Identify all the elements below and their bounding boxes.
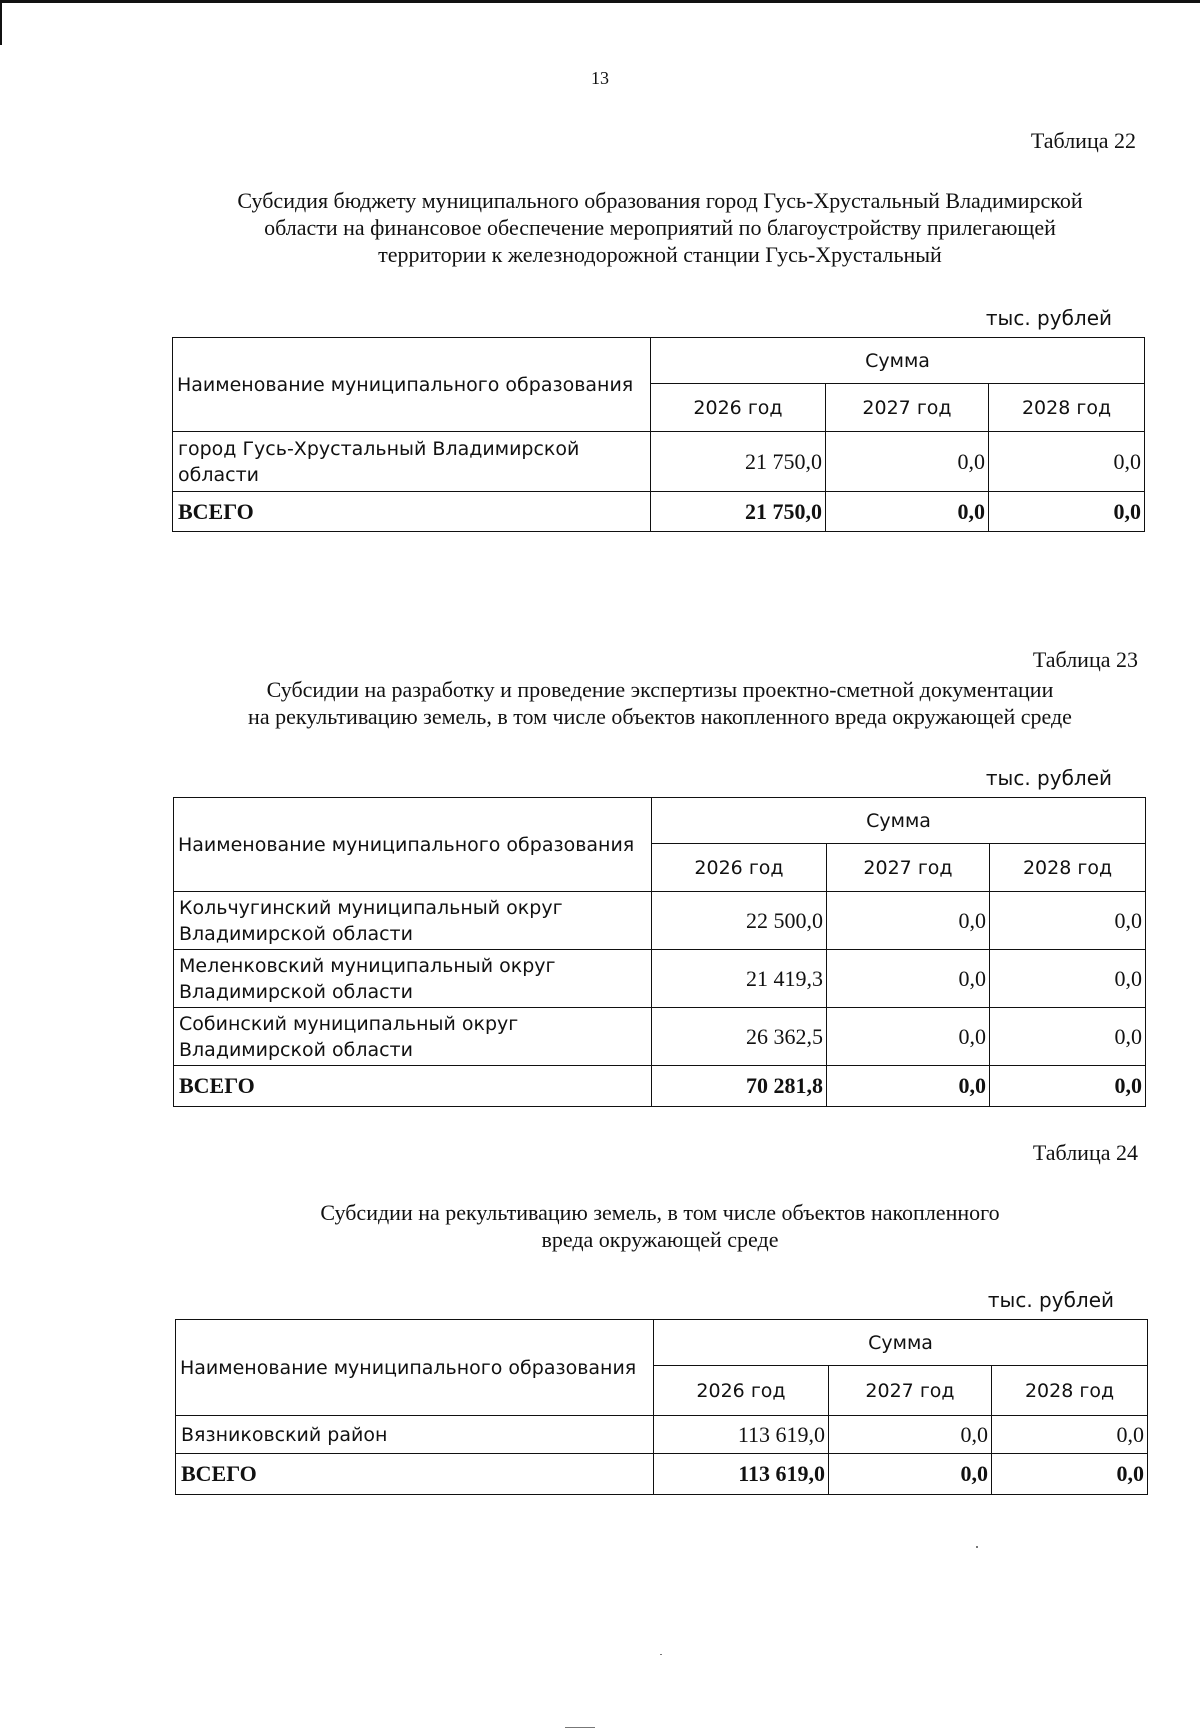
header-name-cell: Наименование муниципального образования bbox=[174, 798, 652, 892]
row-name bbox=[173, 432, 651, 492]
table-24 bbox=[175, 1319, 1148, 1495]
row-value-2027: 0,0 bbox=[827, 1008, 990, 1066]
total-row bbox=[176, 1454, 1148, 1495]
table-header-row bbox=[173, 338, 1145, 384]
row-value-2026: 113 619,0 bbox=[654, 1416, 829, 1454]
page-left-edge bbox=[0, 0, 2, 45]
caption-line: вреда окружающей среде bbox=[541, 1227, 779, 1252]
caption-line: Субсидия бюджету муниципального образования город Гусь-Хрустальный Владимирской bbox=[237, 188, 1083, 213]
row-value-2028: 0,0 bbox=[990, 892, 1146, 950]
row-value-2026: 21 750,0 bbox=[651, 432, 826, 492]
table-23-label: Таблица 23 bbox=[1032, 647, 1138, 672]
row-value-2026: 22 500,0 bbox=[652, 892, 827, 950]
total-label: ВСЕГО bbox=[174, 1066, 652, 1107]
table-row bbox=[174, 950, 1146, 1008]
header-year-2026: 2026 год bbox=[651, 384, 826, 432]
header-year-2028: 2028 год bbox=[990, 844, 1146, 892]
table-row bbox=[174, 1008, 1146, 1066]
header-name-cell: Наименование муниципального образования bbox=[173, 338, 651, 432]
row-value-2027: 0,0 bbox=[826, 432, 989, 492]
table-row bbox=[173, 432, 1145, 492]
caption-line: Субсидии на рекультивацию земель, в том числе объектов накопленного bbox=[320, 1200, 1000, 1225]
header-year-2028: 2028 год bbox=[989, 384, 1145, 432]
total-value-2027: 0,0 bbox=[829, 1454, 992, 1495]
row-value-2028: 0,0 bbox=[992, 1416, 1148, 1454]
total-value-2026: 21 750,0 bbox=[651, 492, 826, 532]
header-sum-cell: Сумма bbox=[652, 798, 1146, 844]
header-year-2026: 2026 год bbox=[652, 844, 827, 892]
table-22 bbox=[172, 337, 1145, 532]
row-name bbox=[174, 1008, 652, 1066]
row-name-line: Владимирской области bbox=[179, 980, 413, 1003]
table-23-caption bbox=[120, 676, 1200, 730]
header-year-2028: 2028 год bbox=[992, 1366, 1148, 1416]
header-year-2027: 2027 год bbox=[829, 1366, 992, 1416]
total-row bbox=[174, 1066, 1146, 1107]
total-row bbox=[173, 492, 1145, 532]
scan-speck bbox=[660, 1654, 662, 1655]
total-label: ВСЕГО bbox=[173, 492, 651, 532]
row-name-line: Владимирской области bbox=[179, 1038, 413, 1061]
row-name-line: области bbox=[178, 463, 259, 486]
caption-line: на рекультивацию земель, в том числе объектов накопленного вреда окружающей среде bbox=[248, 704, 1072, 729]
row-value-2027: 0,0 bbox=[829, 1416, 992, 1454]
caption-line: территории к железнодорожной станции Гусь-Хрустальный bbox=[378, 242, 942, 267]
row-value-2027: 0,0 bbox=[827, 892, 990, 950]
row-name-line: Кольчугинский муниципальный округ bbox=[179, 896, 563, 919]
table-24-units: тыс. рублей bbox=[987, 1288, 1114, 1312]
table-24-label: Таблица 24 bbox=[1032, 1140, 1138, 1165]
caption-line: области на финансовое обеспечение мероприятий по благоустройству прилегающей bbox=[264, 215, 1056, 240]
row-value-2028: 0,0 bbox=[990, 1008, 1146, 1066]
total-label: ВСЕГО bbox=[176, 1454, 654, 1495]
table-header-row bbox=[174, 798, 1146, 844]
header-sum-cell: Сумма bbox=[654, 1320, 1148, 1366]
page-top-edge bbox=[0, 0, 1200, 3]
header-year-2026: 2026 год bbox=[654, 1366, 829, 1416]
table-row bbox=[176, 1416, 1148, 1454]
total-value-2026: 113 619,0 bbox=[654, 1454, 829, 1495]
table-22-caption bbox=[120, 187, 1200, 268]
row-value-2028: 0,0 bbox=[989, 432, 1145, 492]
row-name-line: город Гусь-Хрустальный Владимирской bbox=[178, 437, 580, 460]
row-name-line: Владимирской области bbox=[179, 922, 413, 945]
row-value-2026: 26 362,5 bbox=[652, 1008, 827, 1066]
table-header-row bbox=[176, 1320, 1148, 1366]
row-value-2028: 0,0 bbox=[990, 950, 1146, 1008]
row-name bbox=[174, 950, 652, 1008]
scan-speck bbox=[976, 1546, 978, 1548]
scan-speck bbox=[565, 1727, 595, 1728]
table-22-label: Таблица 22 bbox=[1030, 128, 1136, 153]
header-sum-cell: Сумма bbox=[651, 338, 1145, 384]
table-24-caption bbox=[130, 1199, 1190, 1253]
table-23 bbox=[173, 797, 1146, 1107]
total-value-2027: 0,0 bbox=[827, 1066, 990, 1107]
row-name-line: Вязниковский район bbox=[181, 1423, 388, 1446]
caption-line: Субсидии на разработку и проведение экспертизы проектно-сметной документации bbox=[266, 677, 1054, 702]
total-value-2028: 0,0 bbox=[992, 1454, 1148, 1495]
total-value-2027: 0,0 bbox=[826, 492, 989, 532]
total-value-2028: 0,0 bbox=[990, 1066, 1146, 1107]
row-name bbox=[174, 892, 652, 950]
table-22-units: тыс. рублей bbox=[985, 306, 1112, 330]
table-row bbox=[174, 892, 1146, 950]
header-year-2027: 2027 год bbox=[826, 384, 989, 432]
row-name-line: Собинский муниципальный округ bbox=[179, 1012, 519, 1035]
header-name-cell: Наименование муниципального образования bbox=[176, 1320, 654, 1416]
table-23-units: тыс. рублей bbox=[985, 766, 1112, 790]
row-name-line: Меленковский муниципальный округ bbox=[179, 954, 556, 977]
total-value-2028: 0,0 bbox=[989, 492, 1145, 532]
total-value-2026: 70 281,8 bbox=[652, 1066, 827, 1107]
header-year-2027: 2027 год bbox=[827, 844, 990, 892]
row-value-2027: 0,0 bbox=[827, 950, 990, 1008]
row-value-2026: 21 419,3 bbox=[652, 950, 827, 1008]
page-number: 13 bbox=[591, 68, 609, 88]
row-name bbox=[176, 1416, 654, 1454]
